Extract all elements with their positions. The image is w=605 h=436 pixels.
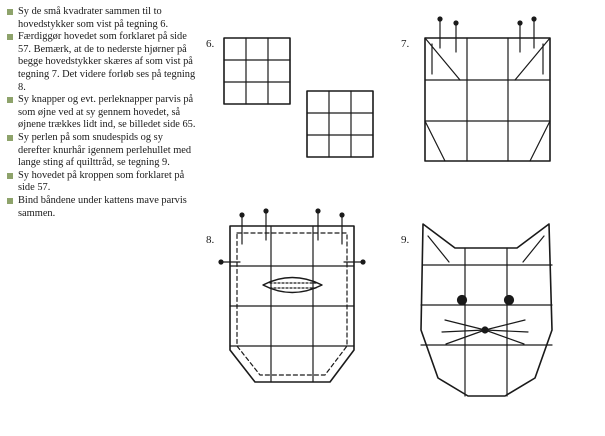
figure-9-nose-whiskers: [442, 320, 528, 344]
figure-7-pins: [438, 17, 536, 52]
instruction-item: Bind båndene under kattens mave parvis sammen.: [6, 195, 196, 220]
figure-9-number: 9.: [401, 234, 410, 246]
instruction-item: Sy perlen på som snudespids og sy derefter knurhår igennem perlehullet med lange sting af quilttråd, se tegning 9.: [6, 132, 196, 170]
instruction-item: Sy knapper og evt. perleknapper parvis på som øjne ved at sy gennem hovedet, så øjnene trækkes lidt ind, se billedet side 65.: [6, 94, 196, 132]
figure-7-number: 7.: [401, 38, 410, 50]
figure-7-head-block: [425, 38, 550, 161]
instruction-item: Sy de små kvadrater sammen til to hovedstykker som vist på tegning 6.: [6, 6, 196, 31]
figure-8-pins: [219, 209, 365, 264]
figure-9-eyes: [458, 296, 514, 305]
figure-8-block: [230, 226, 354, 382]
instruction-item: Færdiggør hovedet som forklaret på side 57. Bemærk, at de to nederste hjørner på begge hovedstykker skæres af som vist på tegning 7. Det videre forløb ses på tegning 8.: [6, 31, 196, 94]
instruction-item: Sy hovedet på kroppen som forklaret på side 57.: [6, 170, 196, 195]
figure-6-grid-bottom: [307, 91, 373, 157]
figure-6-grid-top: [224, 38, 290, 104]
figure-6-number: 6.: [206, 38, 215, 50]
figure-8-number: 8.: [206, 234, 215, 246]
figure-9-cat-head: [421, 224, 552, 396]
